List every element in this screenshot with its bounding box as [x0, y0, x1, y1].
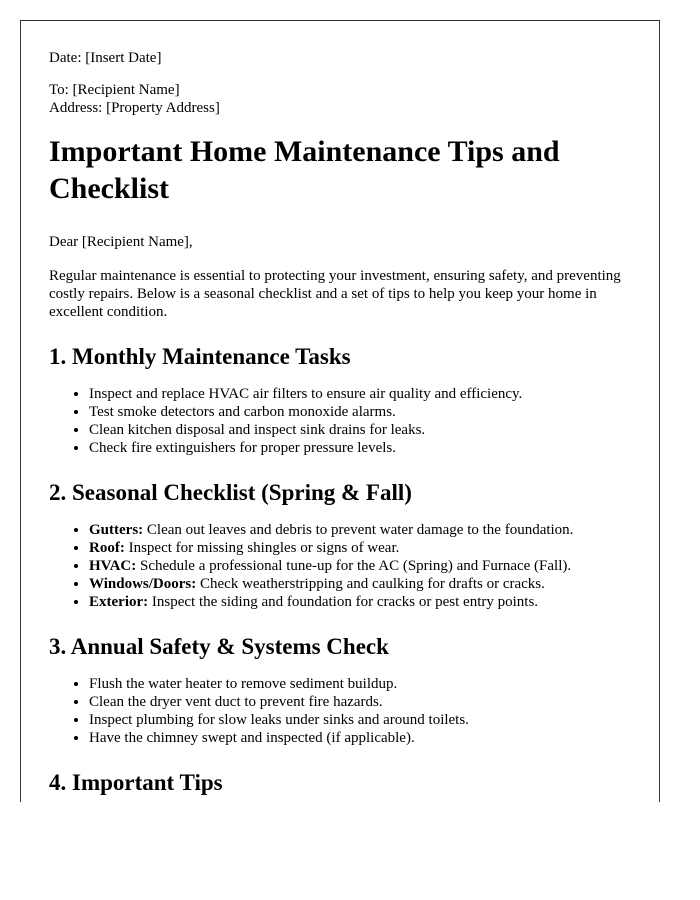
- address-line: Address: [Property Address]: [49, 100, 220, 116]
- item-label: HVAC:: [89, 558, 137, 574]
- list-item: [89, 557, 631, 575]
- list-item: • Flush the water heater to remove sediment buildup.: [89, 675, 631, 693]
- item-text: Inspect for missing shingles or signs of wear.: [124, 540, 400, 556]
- annual-check-list: [49, 675, 631, 747]
- salutation: Dear [Recipient Name],: [49, 234, 193, 250]
- list-item: • Have the chimney swept and inspected (if applicable).: [89, 729, 631, 747]
- list-item: • Inspect and replace HVAC air filters to ensure air quality and efficiency.: [89, 385, 631, 403]
- list-item: • Clean kitchen disposal and inspect sink drains for leaks.: [89, 421, 631, 439]
- list-item: [89, 593, 631, 611]
- section-heading-monthly: 1. Monthly Maintenance Tasks: [49, 344, 351, 369]
- item-label: Exterior:: [89, 594, 149, 610]
- list-item: [89, 521, 631, 539]
- item-text: Inspect the siding and foundation for cracks or pest entry points.: [148, 594, 539, 610]
- list-item: • Inspect plumbing for slow leaks under sinks and around toilets.: [89, 711, 631, 729]
- list-item: [89, 539, 631, 557]
- item-label: Windows/Doors:: [89, 576, 197, 592]
- item-text: Check weatherstripping and caulking for drafts or cracks.: [196, 576, 545, 592]
- page-title: Important Home Maintenance Tips and Checklist: [49, 135, 560, 205]
- list-item: • Test smoke detectors and carbon monoxide alarms.: [89, 403, 631, 421]
- recipient-line: To: [Recipient Name]: [49, 82, 180, 98]
- section-heading-annual: 3. Annual Safety & Systems Check: [49, 634, 389, 659]
- list-item: • Clean the dryer vent duct to prevent fire hazards.: [89, 693, 631, 711]
- section-heading-seasonal: 2. Seasonal Checklist (Spring & Fall): [49, 480, 412, 505]
- item-text: Schedule a professional tune-up for the AC (Spring) and Furnace (Fall).: [136, 558, 572, 574]
- list-item: • Check fire extinguishers for proper pressure levels.: [89, 439, 631, 457]
- letter-page: [20, 20, 660, 802]
- seasonal-checklist: [49, 521, 631, 611]
- item-text: Clean out leaves and debris to prevent water damage to the foundation.: [143, 522, 574, 538]
- list-item: [89, 575, 631, 593]
- item-label: Roof:: [89, 540, 125, 556]
- intro-paragraph: Regular maintenance is essential to protecting your investment, ensuring safety, and preventing costly repairs. Below is a seasonal checklist and a set of tips to help you keep your home in excellent condition.: [49, 268, 621, 320]
- date-line: Date: [Insert Date]: [49, 50, 162, 66]
- section-heading-tips: 4. Important Tips: [49, 770, 223, 795]
- item-label: Gutters:: [89, 522, 144, 538]
- monthly-task-list: [49, 385, 631, 457]
